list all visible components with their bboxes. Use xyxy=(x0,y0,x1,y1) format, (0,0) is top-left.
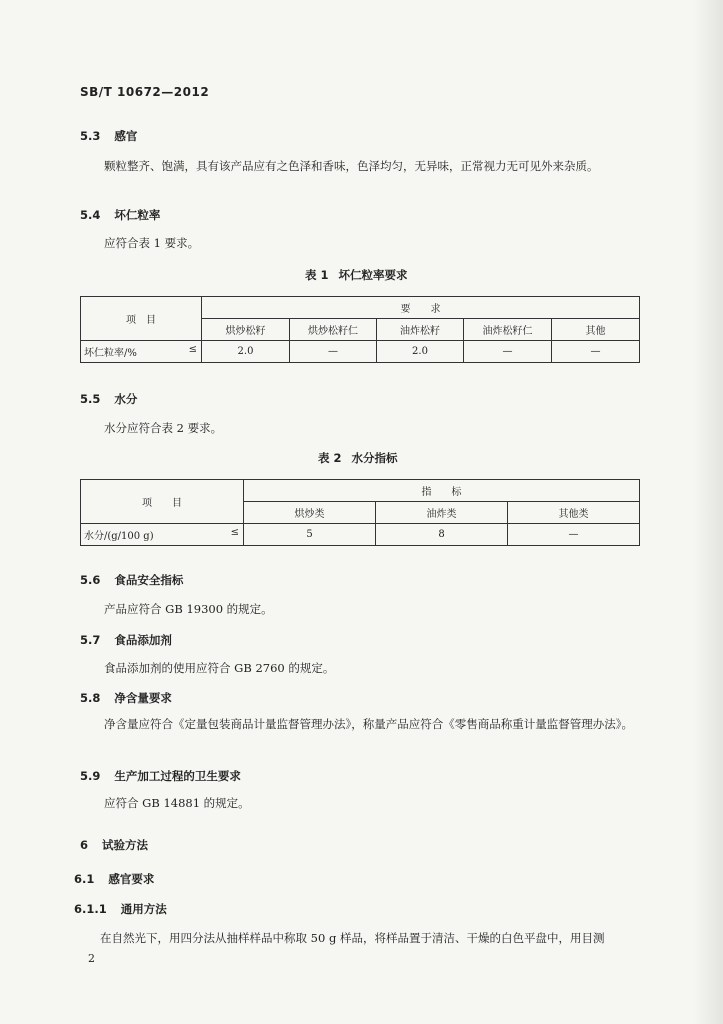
page-number: 2 xyxy=(88,952,95,965)
section-title: 试验方法 xyxy=(102,838,149,852)
section-5-5-heading xyxy=(80,391,137,407)
section-6-1-heading xyxy=(74,871,154,887)
table-title: 坏仁粒率要求 xyxy=(338,268,408,282)
table-1-cell: — xyxy=(552,341,640,363)
section-5-6-text: 产品应符合 GB 19300 的规定。 xyxy=(104,602,273,616)
table-title: 水分指标 xyxy=(351,451,398,465)
table-2-column-header: 油炸类 xyxy=(376,502,508,524)
section-title: 通用方法 xyxy=(120,902,167,916)
table-1-cell: 2.0 xyxy=(377,341,464,363)
table-2-column-header: 烘炒类 xyxy=(244,502,376,524)
section-title: 坏仁粒率 xyxy=(114,208,161,222)
section-number: 6.1.1 xyxy=(74,902,107,916)
table-number: 表 1 xyxy=(305,268,329,282)
table-number: 表 2 xyxy=(318,451,342,465)
section-5-3-text: 颗粒整齐、饱满，具有该产品应有之色泽和香味，色泽均匀，无异味，正常视力无可见外来杂质。 xyxy=(104,159,599,173)
section-number: 5.4 xyxy=(80,208,101,222)
section-title: 感官要求 xyxy=(108,872,155,886)
section-number: 6 xyxy=(80,838,89,852)
table-1-column-header: 烘炒松籽 xyxy=(202,319,290,341)
table-1-column-header: 其他 xyxy=(552,319,640,341)
table-1-column-header: 烘炒松籽仁 xyxy=(290,319,377,341)
table-1-item-header: 项 目 xyxy=(81,297,202,341)
table-1-row-label xyxy=(81,341,202,363)
row-comparator: ≤ xyxy=(230,527,239,538)
section-number: 5.8 xyxy=(80,691,101,705)
section-title: 净含量要求 xyxy=(114,691,172,705)
table-1-column-header: 油炸松籽仁 xyxy=(464,319,552,341)
section-5-7-text: 食品添加剂的使用应符合 GB 2760 的规定。 xyxy=(104,661,335,675)
section-5-5-text: 水分应符合表 2 要求。 xyxy=(104,421,223,435)
table-1-requirement-header: 要 求 xyxy=(202,297,640,319)
table-2-row-label xyxy=(81,524,244,546)
section-title: 水分 xyxy=(114,392,138,406)
section-5-8-text: 净含量应符合《定量包装商品计量监督管理办法》，称量产品应符合《零售商品称重计量监督管理办法》。 xyxy=(104,717,633,731)
table-2-column-header: 其他类 xyxy=(508,502,640,524)
row-label-text: 坏仁粒率/% xyxy=(84,348,137,359)
section-title: 食品安全指标 xyxy=(114,573,184,587)
section-number: 5.5 xyxy=(80,392,101,406)
section-title: 食品添加剂 xyxy=(114,633,172,647)
section-5-4-heading xyxy=(80,207,160,223)
section-number: 6.1 xyxy=(74,872,95,886)
table-row xyxy=(81,524,640,546)
table-2-item-header: 项 目 xyxy=(81,480,244,524)
table-1-caption xyxy=(305,267,408,283)
table-2-cell: 8 xyxy=(376,524,508,546)
section-5-9-text: 应符合 GB 14881 的规定。 xyxy=(104,796,250,810)
table-1-column-header: 油炸松籽 xyxy=(377,319,464,341)
section-5-7-heading xyxy=(80,632,172,648)
table-2 xyxy=(80,479,640,546)
section-6-1-1-text: 在自然光下，用四分法从抽样样品中称取 50 g 样品，将样品置于清洁、干燥的白色平盘中，用目测 xyxy=(100,931,605,945)
section-5-9-heading xyxy=(80,768,241,784)
table-2-cell: 5 xyxy=(244,524,376,546)
section-6-heading xyxy=(80,837,148,853)
table-1-cell: — xyxy=(290,341,377,363)
section-5-8-heading xyxy=(80,690,172,706)
section-number: 5.7 xyxy=(80,633,101,647)
standard-number-header: SB/T 10672—2012 xyxy=(80,85,210,99)
section-5-3-heading xyxy=(80,128,137,144)
section-number: 5.3 xyxy=(80,129,101,143)
section-title: 感官 xyxy=(114,129,138,143)
section-number: 5.9 xyxy=(80,769,101,783)
table-1-cell: 2.0 xyxy=(202,341,290,363)
table-2-caption xyxy=(318,450,398,466)
row-label-text: 水分/(g/100 g) xyxy=(84,531,154,542)
section-6-1-1-heading xyxy=(74,901,167,917)
table-2-cell: — xyxy=(508,524,640,546)
section-5-4-text: 应符合表 1 要求。 xyxy=(104,236,200,250)
table-1-cell: — xyxy=(464,341,552,363)
table-1 xyxy=(80,296,640,363)
table-2-indicator-header: 指 标 xyxy=(244,480,640,502)
section-5-6-heading xyxy=(80,572,183,588)
table-row xyxy=(81,341,640,363)
page-edge-shadow xyxy=(693,0,723,1024)
row-comparator: ≤ xyxy=(188,344,197,355)
section-title: 生产加工过程的卫生要求 xyxy=(114,769,241,783)
section-number: 5.6 xyxy=(80,573,101,587)
